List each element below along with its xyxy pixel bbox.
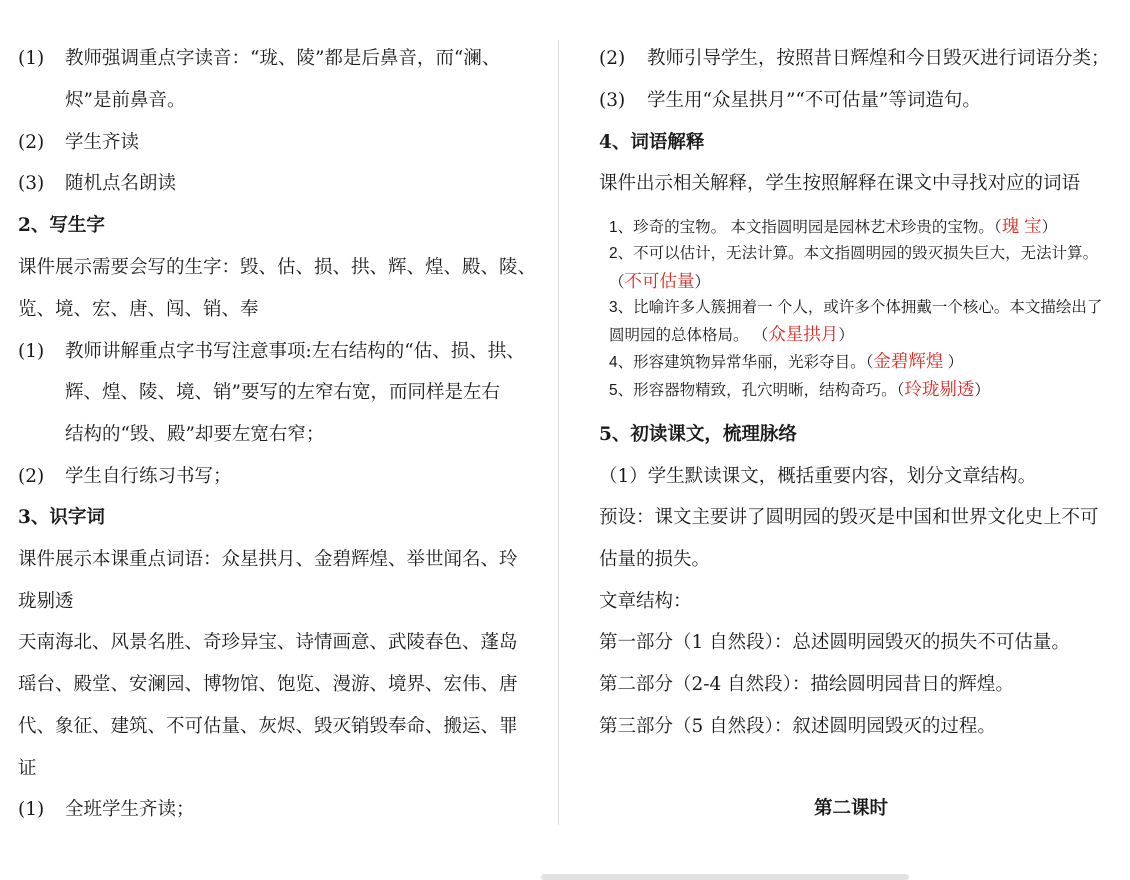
right-line-4: （1）学生默读课文，概括重要内容，划分文章结构。 (599, 466, 1037, 487)
left-column (0, 0, 556, 825)
column-divider (558, 40, 559, 825)
item-number: (1) (18, 799, 45, 820)
left-line-9: 结构的“毁、殿”却要左宽右窄； (65, 424, 325, 445)
definition-3-answer-line (609, 322, 854, 348)
right-line-10: 第三部分（5 自然段）：叙述圆明园毁灭的过程。 (599, 716, 996, 737)
section-heading-first-reading: 5、初读课文，梳理脉络 (599, 424, 797, 445)
definition-5 (609, 377, 990, 403)
section-heading-word-explanation: 4、词语解释 (599, 132, 705, 153)
item-text: 学生用“众星拱月”“不可估量”等词造句。 (647, 90, 981, 111)
left-line-2: 烬”是前鼻音。 (65, 90, 186, 111)
right-line-9: 第二部分（2-4 自然段）：描绘圆明园昔日的辉煌。 (599, 674, 1014, 695)
definition-answer: 金碧辉煌 (873, 351, 944, 371)
item-number: (3) (18, 173, 45, 194)
paren-open: （ (609, 274, 625, 291)
item-number: (2) (599, 48, 626, 69)
item-text: 教师讲解重点字书写注意事项:左右结构的“估、损、拱、 (65, 341, 525, 362)
definition-2: 2、不可以估计，无法计算。本文指圆明园的毁灭损失巨大，无法计算。 (609, 245, 1099, 262)
definition-answer: 众星拱月 (768, 324, 839, 344)
item-number: (2) (18, 132, 45, 153)
item-text: 随机点名朗读 (65, 173, 177, 194)
right-line-7: 文章结构： (599, 591, 692, 612)
item-number: (3) (599, 90, 626, 111)
right-line-5: 预设：课文主要讲了圆明园的毁灭是中国和世界文化史上不可 (599, 507, 1099, 528)
item-number: (1) (18, 48, 45, 69)
item-text: 学生齐读 (65, 132, 140, 153)
item-text: 教师引导学生，按照昔日辉煌和今日毁灭进行词语分类； (647, 48, 1110, 69)
definition-answer: 玲珑剔透 (904, 379, 975, 399)
left-line-15: 代、象征、建筑、不可估量、灰烬、毁灭销毁奉命、搬运、罪 (18, 716, 518, 737)
definition-text: 1、珍奇的宝物。 本文指圆明园是园林艺术珍贵的宝物。（ (609, 219, 1002, 236)
item-text: 学生自行练习书写； (65, 466, 232, 487)
item-text: 教师强调重点字读音：“珑、陵”都是后鼻音，而“澜、 (65, 48, 501, 69)
section-heading-write-characters: 2、写生字 (18, 215, 105, 236)
item-number: (1) (18, 341, 45, 362)
left-line-8: 辉、煌、陵、境、销”要写的左窄右宽，而同样是左右 (65, 382, 500, 403)
definition-text: 圆明园的总体格局。 （ (609, 327, 769, 344)
right-line-8: 第一部分（1 自然段）：总述圆明园毁灭的损失不可估量。 (599, 632, 1070, 653)
definition-answer: 瑰 宝 (1001, 216, 1042, 236)
paren-close: ） (943, 354, 964, 371)
paren-close: ） (1041, 219, 1058, 236)
left-line-14: 瑶台、殿堂、安澜园、博物馆、饱览、漫游、境界、宏伟、唐 (18, 674, 518, 695)
definition-3: 3、比喻许多人簇拥着一 个人，或许多个体拥戴一个核心。本文描绘出了 (609, 299, 1103, 316)
left-line-6: 览、境、宏、唐、闯、销、奉 (18, 299, 259, 320)
second-lesson-title: 第二课时 (814, 798, 889, 819)
right-line-3: 课件出示相关解释，学生按照解释在课文中寻找对应的词语 (599, 173, 1081, 194)
left-line-12: 珑剔透 (18, 591, 74, 612)
definition-4 (609, 349, 963, 375)
right-line-6: 估量的损失。 (599, 549, 711, 570)
item-number: (2) (18, 466, 45, 487)
left-line-5: 课件展示需要会写的生字：毁、估、损、拱、辉、煌、殿、陵、 (18, 257, 537, 278)
left-line-16: 证 (18, 758, 37, 779)
horizontal-scrollbar[interactable] (541, 874, 909, 880)
paren-close: ） (974, 382, 990, 399)
item-text: 全班学生齐读； (65, 799, 195, 820)
definition-1 (609, 214, 1057, 240)
right-column (561, 0, 1130, 825)
paren-close: ） (694, 274, 711, 291)
left-line-11: 课件展示本课重点词语：众星拱月、金碧辉煌、举世闻名、玲 (18, 549, 518, 570)
definition-answer: 不可估量 (624, 271, 695, 291)
definition-text: 4、形容建筑物异常华丽，光彩夺目。（ (609, 354, 874, 371)
left-line-13: 天南海北、风景名胜、奇珍异宝、诗情画意、武陵春色、蓬岛 (18, 632, 518, 653)
definition-text: 5、形容器物精致，孔穴明晰，结构奇巧。（ (609, 382, 905, 399)
section-heading-learn-words: 3、识字词 (18, 507, 105, 528)
definition-2-answer-line (609, 269, 710, 295)
paren-close: ） (838, 327, 854, 344)
